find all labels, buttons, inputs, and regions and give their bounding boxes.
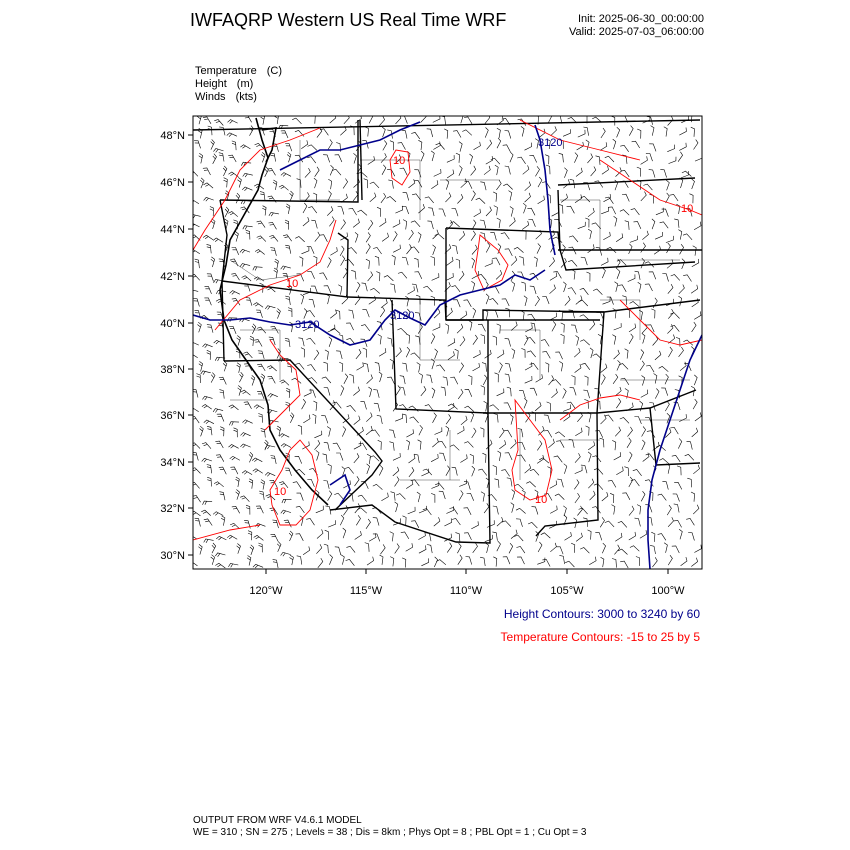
lat-tick-label: 38°N bbox=[160, 364, 185, 376]
lon-tick-label: 120°W bbox=[249, 585, 283, 597]
model-config: WE = 310 ; SN = 275 ; Levels = 38 ; Dis = 8km ; Phys Opt = 8 ; PBL Opt = 1 ; Cu Opt = 3 bbox=[193, 827, 587, 838]
temp-label: 10 bbox=[286, 278, 299, 290]
temp-label: 10 bbox=[535, 494, 548, 506]
lat-tick-label: 46°N bbox=[160, 177, 185, 189]
map-background bbox=[193, 116, 702, 569]
temperature-contour-legend: Temperature Contours: -15 to 25 by 5 bbox=[500, 630, 700, 644]
longitude-axis bbox=[249, 569, 685, 597]
temp-label: 10 bbox=[681, 203, 694, 215]
height-label: 3120 bbox=[295, 319, 320, 331]
lat-tick-label: 48°N bbox=[160, 130, 185, 142]
field-height: Height (m) bbox=[195, 78, 254, 90]
lat-tick-label: 40°N bbox=[160, 318, 185, 330]
field-temperature: Temperature (C) bbox=[195, 65, 283, 77]
temp-label: 10 bbox=[274, 486, 287, 498]
valid-time: Valid: 2025-07-03_06:00:00 bbox=[569, 26, 704, 38]
init-time: Init: 2025-06-30_00:00:00 bbox=[578, 13, 704, 25]
model-version: OUTPUT FROM WRF V4.6.1 MODEL bbox=[193, 815, 362, 826]
lat-tick-label: 32°N bbox=[160, 503, 185, 515]
latitude-axis bbox=[160, 130, 193, 562]
height-contour-legend: Height Contours: 3000 to 3240 by 60 bbox=[503, 607, 700, 621]
lat-tick-label: 42°N bbox=[160, 271, 185, 283]
lon-tick-label: 110°W bbox=[449, 585, 483, 597]
lat-tick-label: 30°N bbox=[160, 550, 185, 562]
lon-tick-label: 115°W bbox=[349, 585, 383, 597]
lat-tick-label: 34°N bbox=[160, 457, 185, 469]
lon-tick-label: 100°W bbox=[651, 585, 685, 597]
lat-tick-label: 36°N bbox=[160, 410, 185, 422]
height-label: 3120 bbox=[390, 310, 415, 322]
lat-tick-label: 44°N bbox=[160, 224, 185, 236]
field-winds: Winds (kts) bbox=[195, 91, 257, 103]
model-footer bbox=[193, 815, 586, 839]
lon-tick-label: 105°W bbox=[550, 585, 584, 597]
height-label: 3120 bbox=[538, 137, 563, 149]
plot-title: IWFAQRP Western US Real Time WRF bbox=[190, 10, 507, 30]
temp-label: 10 bbox=[393, 155, 406, 167]
